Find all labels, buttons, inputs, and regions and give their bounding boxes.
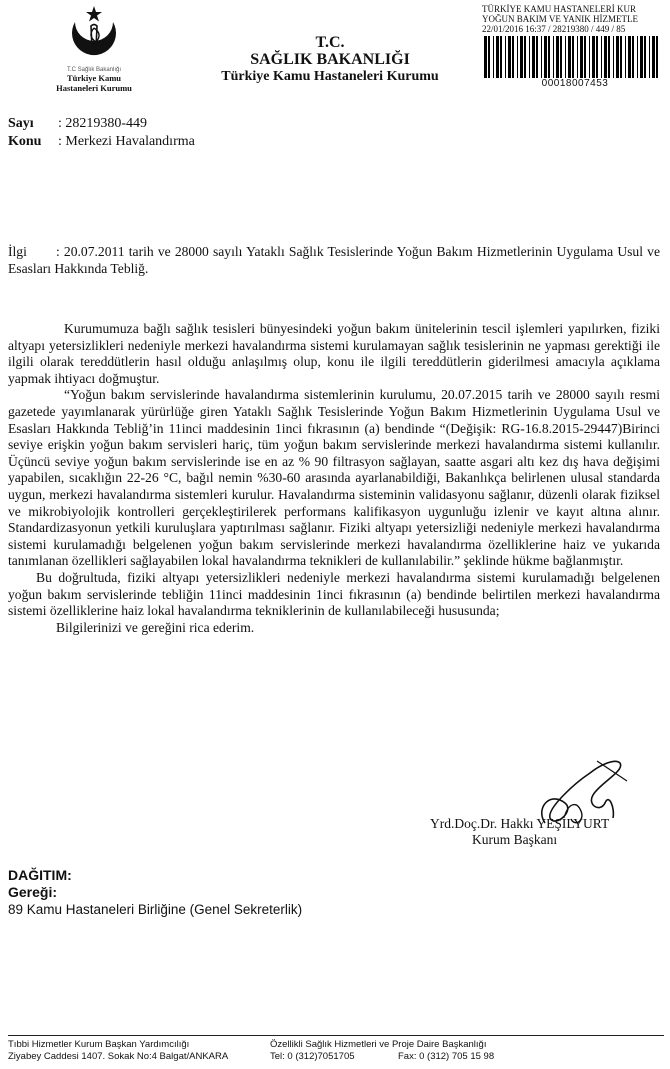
ilgi-text: : 20.07.2011 tarih ve 28000 sayılı Yataklı Sağlık Tesislerinde Yoğun Bakım Hizmetlerinin Uygulama Usul ve Esasları Hakkında Tebliğ.	[8, 244, 660, 276]
konu-value: : Merkezi Havalandırma	[58, 134, 195, 149]
header-tc: T.C.	[315, 34, 345, 51]
footer-left-line1: Tıbbi Hizmetler Kurum Başkan Yardımcılığı	[8, 1039, 190, 1050]
subject-row	[8, 134, 195, 150]
barcode-icon	[482, 36, 662, 78]
signature-block	[430, 816, 670, 848]
ministry-logo	[54, 4, 134, 104]
body-paragraph-3: Bu doğrultuda, fiziki altyapı yetersizlikleri nedeniyle merkezi havalandırma sistemi kurulamadığı belgelenen yoğun bakım servislerinde tebliğin 11inci maddesinin 1inci fıkrasının (a) bendinde belirtilen merkezi havalandırma sistemi özelliklerine haiz lokal havalandırma tekniklerinin de kullanılabileceği hususunda;	[8, 569, 660, 619]
registry-stamp	[482, 4, 668, 89]
stamp-line3: 22/01/2016 16:37 / 28219380 / 449 / 85	[482, 24, 626, 34]
header-ministry: SAĞLIK BAKANLIĞI	[250, 51, 410, 68]
konu-label: Konu	[8, 134, 42, 149]
distribution-block	[8, 867, 408, 918]
logo-org-line1: Türkiye Kamu	[66, 73, 122, 83]
signer-name: Yrd.Doç.Dr. Hakkı YEŞİLYURT	[430, 816, 610, 831]
stamp-line1: TÜRKİYE KAMU HASTANELERİ KUR	[482, 4, 637, 14]
footer-address: Ziyabey Caddesi 1407. Sokak No:4 Balgat/ANKARA	[8, 1051, 229, 1062]
logo-org-line2: Hastaneleri Kurumu	[56, 83, 132, 93]
sayi-value: : 28219380-449	[58, 116, 148, 131]
footer-department: Özellikli Sağlık Hizmetleri ve Proje Daire Başkanlığı	[270, 1039, 487, 1050]
reference-number-row	[8, 116, 147, 132]
ilgi-label: İlgi	[8, 244, 27, 259]
logo-small-text: T.C Sağlık Bakanlığı	[66, 67, 122, 73]
distribution-item: 89 Kamu Hastaneleri Birliğine (Genel Sekreterlik)	[8, 902, 303, 917]
letterhead	[160, 34, 500, 85]
crescent-star-emblem-icon	[63, 4, 125, 66]
barcode-number: 00018007453	[541, 78, 609, 89]
signer-title: Kurum Başkanı	[472, 832, 558, 847]
distribution-subheading: Gereği:	[8, 884, 58, 900]
body-paragraph-2: “Yoğun bakım servislerinde havalandırma sistemlerinin kurulumu, 20.07.2015 tarih ve 28000 sayılı resmi gazetede yayımlanarak yürürlüğe giren Yataklı Sağlık Tesislerinde Yoğun Bakım Hizmetlerinin Uygulama Usul ve Esasları Hakkında Tebliğ’in 11inci maddesinin 1inci fıkrasının (a) bendinde “(Değişik: RG-16.8.2015-29447)Birinci seviye erişkin yoğun bakım servisleri hariç, tüm yoğun bakım servislerinde merkezi havalandırma sistemi kullanılır. Üçüncü seviye yoğun bakım servislerinde ise en az % 90 filtrasyon sağlayan, saatte asgari altı kez dış hava değişimi yapabilen, sıcaklığın 22-26 °C, bağıl nemin %30-60 arasında ayarlanabildiği, Bakanlıkça belirlenen ulusal standarda uygun, merkezi havalandırma sistemleri kurulur. Havalandırma sisteminin validasyonu sağlanır, düzenli olarak fiziksel ve mikrobiyolojik kontrolleri gerçekleştirilerek performans kalifikasyon uygunluğu izlenir ve kayıt altına alınır. Standardizasyonun yetkili kuruluşlara yaptırılması sağlanır. Fiziki altyapı yetersizliği nedeniyle merkezi havalandırma sistemi kurulamadığı belgelenen yoğun bakım servislerinde merkezi havalandırma özelliklerine haiz ve yukarıda tanımlanan özellikleri sağlayabilen lokal havalandırma teknikleri de kullanılabilir.” şeklinde hükme bağlanmıştır.	[8, 387, 660, 569]
letter-body	[8, 321, 660, 636]
footer	[8, 1035, 664, 1062]
stamp-line2: YOĞUN BAKIM VE YANIK HİZMETLE	[482, 14, 638, 24]
body-paragraph-4: Bilgilerinizi ve gereğini rica ederim.	[56, 619, 255, 635]
sayi-label: Sayı	[8, 116, 34, 131]
footer-phone: Tel: 0 (312)7051705	[270, 1051, 355, 1062]
distribution-heading: DAĞITIM:	[8, 867, 72, 883]
header-institution: Türkiye Kamu Hastaneleri Kurumu	[221, 69, 439, 84]
body-paragraph-1: Kurumumuza bağlı sağlık tesisleri bünyesindeki yoğun bakım ünitelerinin tescil işlemleri yapılırken, fiziki altyapı yetersizlikleri nedeniyle merkezi havalandırma sistemi kurulamayan sağlık tesislerinin ne yapması gerektiği ile ilgili olarak tereddütlerin hasıl olduğu anlaşılmış olup, konu ile ilgili tereddütlerin giderilmesi amacıyla açıklama yapmak ihtiyacı doğmuştur.	[8, 321, 660, 386]
footer-fax: Fax: 0 (312) 705 15 98	[398, 1051, 495, 1062]
reference-paragraph	[8, 244, 660, 277]
